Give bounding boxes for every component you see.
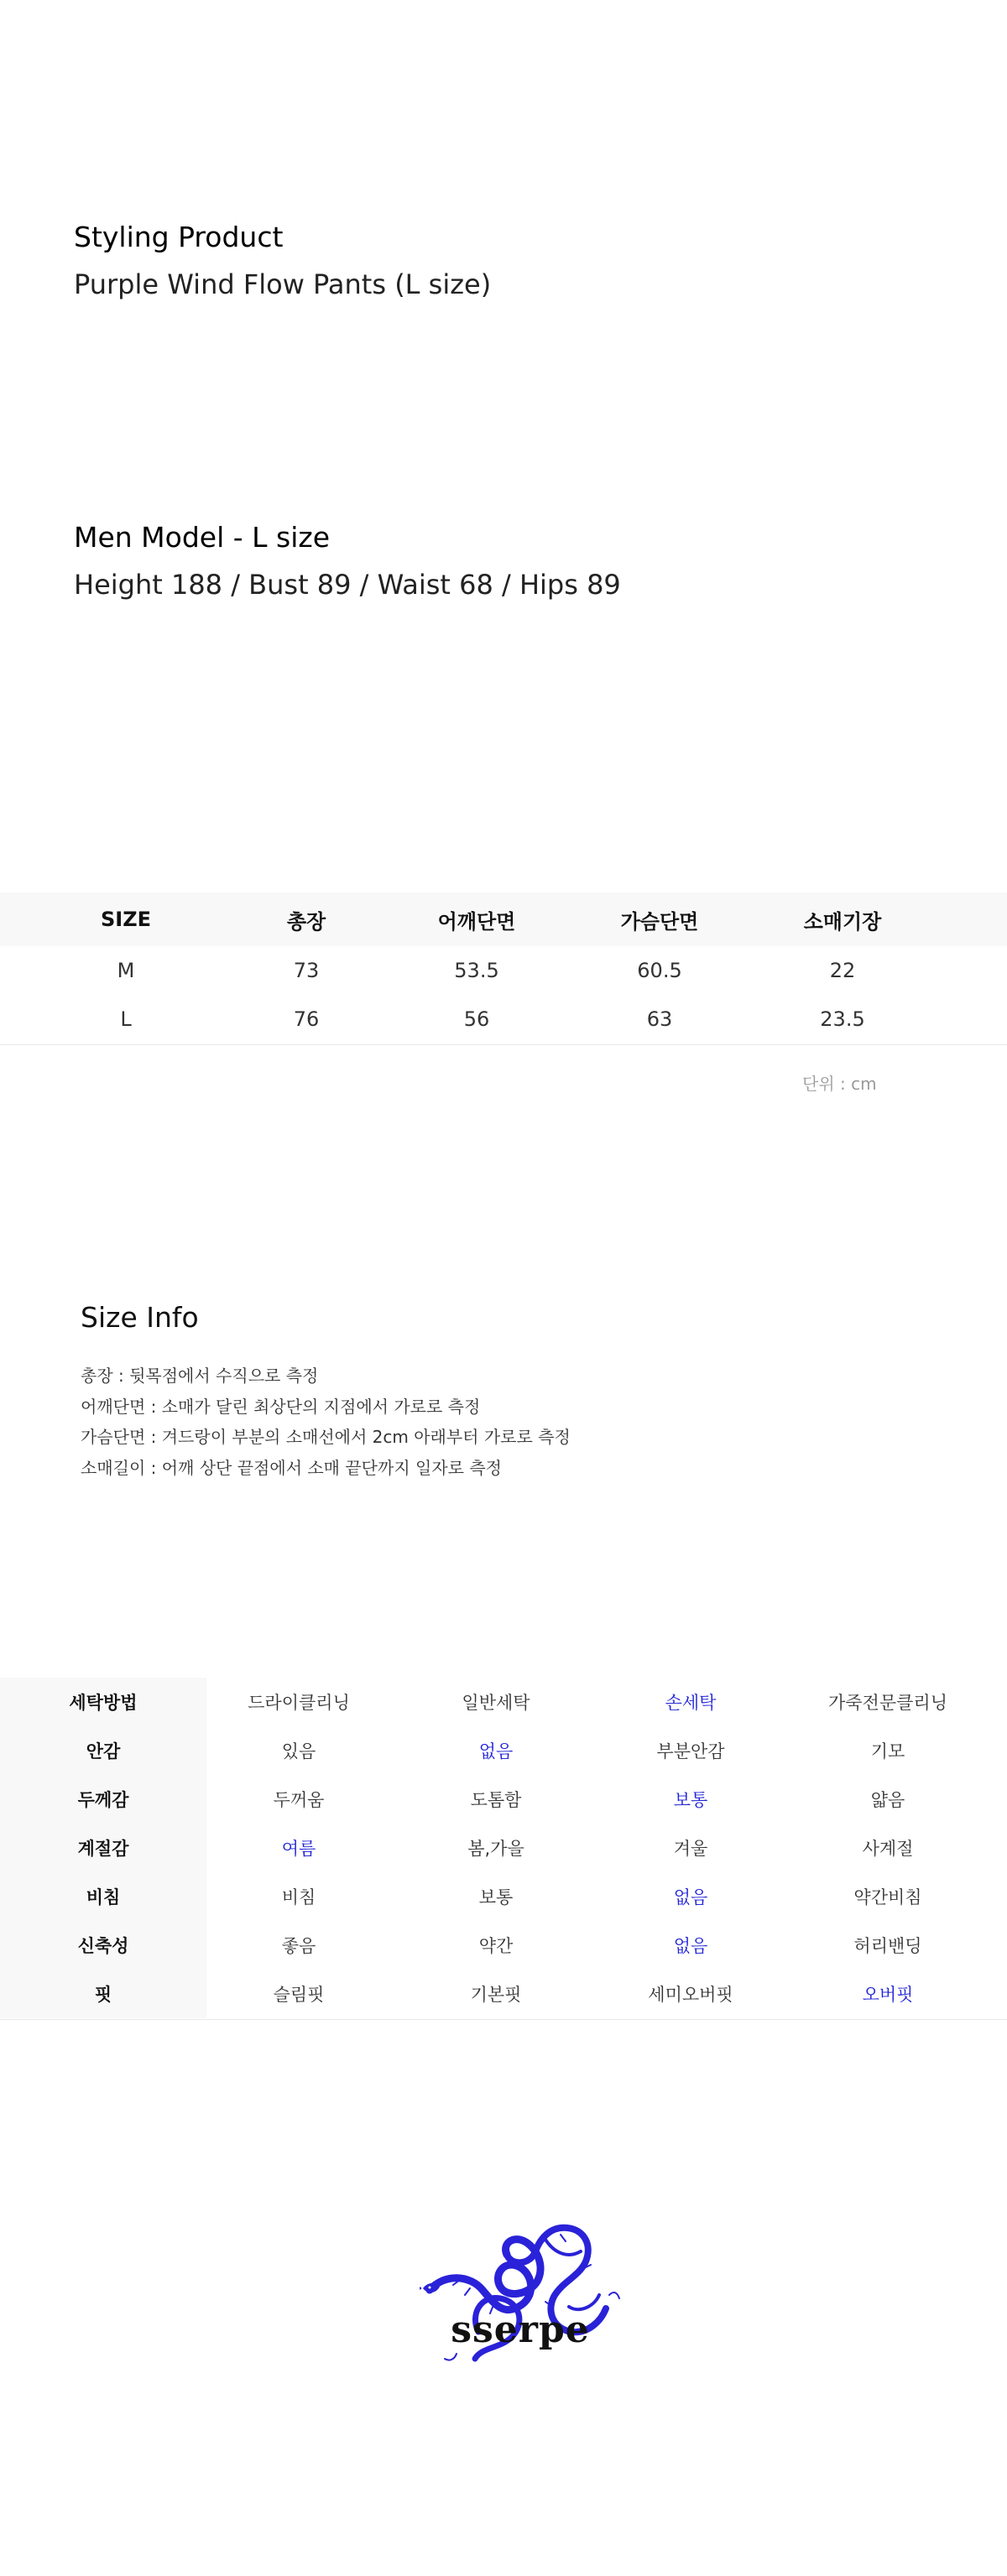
size-info-line: 가슴단면 : 겨드랑이 부분의 소매선에서 2cm 아래부터 가로로 측정 bbox=[81, 1427, 571, 1447]
size-unit-note: 단위 : cm bbox=[802, 1074, 877, 1094]
size-info-list bbox=[81, 1361, 571, 1483]
care-option: 일반세탁 bbox=[462, 1693, 530, 1713]
care-option: 가죽전문클리닝 bbox=[827, 1693, 947, 1713]
care-row-label: 비침 bbox=[0, 1872, 206, 1921]
care-row-label: 안감 bbox=[0, 1726, 206, 1775]
size-info-line: 어깨단면 : 소매가 달린 최상단의 지점에서 가로로 측정 bbox=[81, 1396, 481, 1417]
table-row bbox=[0, 1824, 1007, 1872]
care-option-selected: 손세탁 bbox=[665, 1693, 717, 1713]
care-option-selected: 없음 bbox=[673, 1887, 708, 1907]
care-option-selected: 오버핏 bbox=[862, 1985, 914, 2005]
care-option: 도톰함 bbox=[470, 1790, 522, 1810]
care-option: 보통 bbox=[478, 1887, 514, 1907]
size-cell: 73 bbox=[293, 959, 320, 982]
care-row-label: 계절감 bbox=[0, 1824, 206, 1872]
styling-title: Styling Product bbox=[74, 221, 284, 253]
care-option-selected: 없음 bbox=[673, 1936, 708, 1956]
size-cell: 76 bbox=[293, 1007, 320, 1031]
care-row-label: 세탁방법 bbox=[0, 1678, 206, 1726]
care-option: 허리밴딩 bbox=[853, 1936, 922, 1956]
care-option: 겨울 bbox=[673, 1839, 708, 1859]
model-title: Men Model - L size bbox=[74, 521, 331, 554]
care-option: 세미오버핏 bbox=[648, 1985, 733, 2005]
care-option-selected: 없음 bbox=[478, 1741, 514, 1762]
table-row bbox=[0, 946, 1007, 995]
care-row-label: 두께감 bbox=[0, 1775, 206, 1824]
care-option: 좋음 bbox=[281, 1936, 316, 1956]
care-option: 두꺼움 bbox=[273, 1790, 325, 1810]
table-row bbox=[0, 1726, 1007, 1775]
size-info-title: Size Info bbox=[81, 1301, 199, 1334]
care-row-label: 핏 bbox=[0, 1970, 206, 2018]
size-cell: 56 bbox=[463, 1007, 490, 1031]
care-option: 기본핏 bbox=[470, 1985, 522, 2005]
size-cell: 23.5 bbox=[820, 1007, 865, 1031]
size-header-cell: 소매기장 bbox=[803, 909, 882, 934]
care-option: 약간비침 bbox=[853, 1887, 922, 1907]
care-option: 기모 bbox=[870, 1741, 905, 1762]
size-info-line: 총장 : 뒷목점에서 수직으로 측정 bbox=[81, 1366, 319, 1386]
table-row bbox=[0, 1678, 1007, 1726]
table-row bbox=[0, 1872, 1007, 1921]
care-option: 부분안감 bbox=[656, 1741, 725, 1762]
care-table bbox=[0, 1678, 1007, 2020]
care-option: 약간 bbox=[478, 1936, 514, 1956]
size-info-line: 소매길이 : 어깨 상단 끝점에서 소매 끝단까지 일자로 측정 bbox=[81, 1457, 502, 1478]
size-table-divider bbox=[0, 1043, 1007, 1045]
size-header-cell: 어깨단면 bbox=[437, 909, 516, 934]
size-cell: 22 bbox=[829, 959, 856, 982]
size-cell: 63 bbox=[646, 1007, 673, 1031]
size-cell: 53.5 bbox=[454, 959, 499, 982]
table-row bbox=[0, 1775, 1007, 1824]
care-option: 드라이클리닝 bbox=[248, 1693, 350, 1713]
table-row bbox=[0, 1921, 1007, 1970]
care-row-label: 신축성 bbox=[0, 1921, 206, 1970]
table-row bbox=[0, 1970, 1007, 2018]
care-option: 봄,가을 bbox=[467, 1839, 524, 1859]
size-cell: M bbox=[117, 959, 135, 982]
size-header-cell: SIZE bbox=[100, 908, 151, 931]
care-option: 슬림핏 bbox=[273, 1985, 325, 2005]
care-option-selected: 여름 bbox=[281, 1839, 316, 1859]
size-header-cell: 가슴단면 bbox=[620, 909, 699, 934]
care-option-selected: 보통 bbox=[673, 1790, 708, 1810]
logo-wordmark: sserpe bbox=[451, 2308, 590, 2351]
size-cell: L bbox=[120, 1007, 132, 1031]
size-header-cell: 총장 bbox=[286, 909, 326, 934]
styling-product-name: Purple Wind Flow Pants (L size) bbox=[74, 268, 492, 300]
serpent-logo bbox=[420, 2214, 621, 2374]
model-measurements: Height 188 / Bust 89 / Waist 68 / Hips 89 bbox=[74, 569, 621, 601]
care-option: 있음 bbox=[281, 1741, 316, 1762]
care-option: 얇음 bbox=[870, 1790, 905, 1810]
size-table bbox=[0, 892, 1007, 1045]
care-option: 사계절 bbox=[862, 1839, 914, 1859]
model-section bbox=[74, 520, 621, 602]
size-cell: 60.5 bbox=[637, 959, 682, 982]
size-table-header bbox=[0, 892, 1007, 946]
care-option: 비침 bbox=[281, 1887, 316, 1907]
care-table-divider bbox=[0, 2018, 1007, 2020]
styling-section bbox=[74, 220, 491, 302]
table-row bbox=[0, 995, 1007, 1043]
